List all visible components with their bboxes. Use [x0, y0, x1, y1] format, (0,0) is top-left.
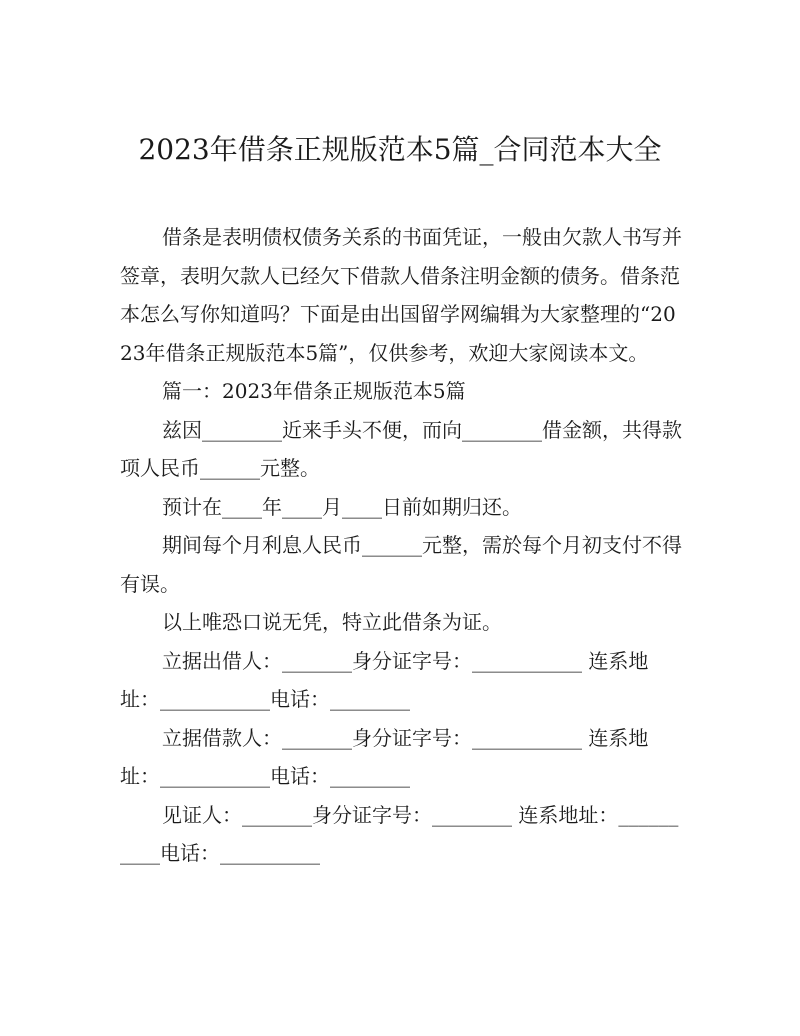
witness-info-paragraph: 见证人：_______身分证字号：________ 连系地址：__________电话：__________: [120, 802, 679, 865]
statement-paragraph: 以上唯恐口说无凭，特立此借条为证。: [162, 610, 502, 634]
repayment-date-paragraph: 预计在____年____月____日前如期归还。: [162, 494, 522, 519]
intro-paragraph: 借条是表明债权债务关系的书面凭证，一般由欠款人书写并签章，表明欠款人已经欠下借款人借条注明金额的债务。借条范本怎么写你知道吗？下面是由出国留学网编辑为大家整理的“2023年借条正规版范本5篇”，仅供参考，欢迎大家阅读本文。: [120, 225, 682, 365]
lender-info-paragraph: 立据出借人：_______身分证字号：___________ 连系地址：___________电话：________: [120, 648, 649, 711]
section-heading: 篇一：2023年借条正规版范本5篇: [162, 379, 466, 403]
document-body: [120, 218, 688, 873]
interest-paragraph: 期间每个月利息人民币______元整，需於每个月初支付不得有误。: [120, 533, 682, 596]
document-title: 2023年借条正规版范本5篇_合同范本大全: [138, 133, 662, 166]
loan-reason-paragraph: 兹因________近来手头不便，而向________借金额，共得款项人民币______元整。: [120, 417, 682, 480]
borrower-info-paragraph: 立据借款人：_______身分证字号：___________ 连系地址：___________电话：________: [120, 725, 649, 788]
